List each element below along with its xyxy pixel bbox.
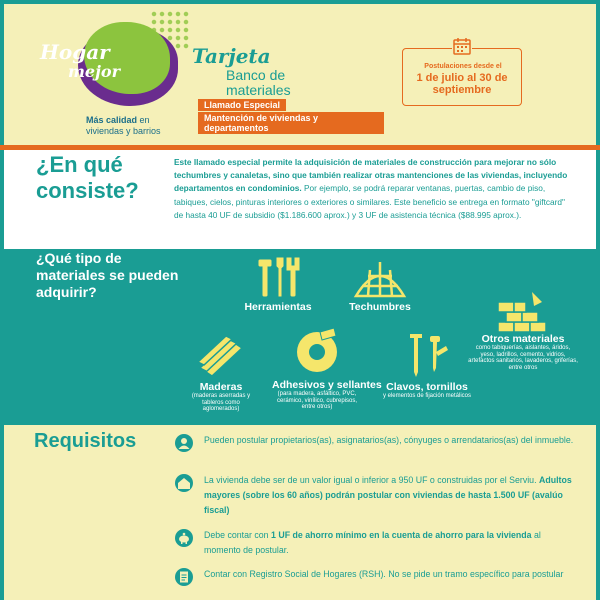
document-icon — [175, 568, 193, 586]
tools-icon — [253, 252, 303, 302]
brand-subtitle: Banco de materiales — [226, 67, 291, 98]
material-clavos — [382, 330, 472, 400]
material-label: Clavos, tornillos — [386, 381, 468, 393]
material-otros — [468, 288, 578, 371]
material-techumbres — [340, 252, 420, 313]
roof-icon — [352, 252, 408, 302]
material-label: Herramientas — [244, 301, 312, 313]
material-herramientas — [238, 252, 318, 313]
wood-icon — [196, 332, 246, 378]
requisitos-title: Requisitos — [34, 430, 137, 452]
divider — [0, 145, 600, 150]
calendar-icon — [452, 36, 472, 56]
person-icon — [175, 434, 193, 452]
material-label: Otros materiales — [481, 333, 565, 345]
house-icon — [175, 474, 193, 492]
materiales-title: ¿Qué tipo de materiales se pueden adquirir? — [36, 250, 179, 300]
material-label: Maderas — [199, 381, 243, 393]
piggy-bank-icon — [175, 529, 193, 547]
dates-value: 1 de julio al 30 de septiembre — [416, 72, 508, 96]
logo-subtitle: Más calidad en viviendas y barrios — [86, 115, 161, 136]
mantencion-badge: Mantención de viviendas y departamentos — [198, 112, 384, 134]
nails-icon — [402, 330, 452, 378]
material-label: Techumbres — [349, 301, 411, 313]
material-desc: (para madera, asfáltico, PVC, cerámico, vinílico, cubrepisos, entre otros) — [276, 391, 358, 410]
requisito-text: La vivienda debe ser de un valor igual o inferior a 950 UF o construidas por el Serviu. Adultos mayores (sobre los 60 años) podrán postular con viviendas de hasta 1.500 UF (avalúo fiscal) — [204, 475, 572, 515]
logo-line1: Hogar — [40, 40, 110, 64]
material-adhesivos — [272, 326, 382, 411]
material-desc: como tabiquerías, aislantes, áridos, yeso, ladrillos, cemento, vidrios, artefactos sanitarios, lavaderos, griferías, entre otros — [468, 345, 578, 371]
material-desc: y elementos de fijación metálicos — [382, 393, 472, 399]
tape-icon — [294, 326, 340, 376]
requisito-text: Contar con Registro Social de Hogares (RSH). No se pide un tramo específico para postular — [204, 569, 564, 579]
material-maderas — [186, 332, 256, 413]
consiste-text: Este llamado especial permite la adquisición de materiales de construcción para mejorar no sólo techumbres y canaletas, sino que también realizar otras mantenciones de las viviendas, incluyendo departamentos en condominios. Por ejemplo, se podrá reparar ventanas, puertas, cambio de piso, tabiques, cielos, pinturas interiores o exteriores o similares. Este beneficio se entrega en formato "giftcard" de hasta 40 UF de subsidio ($1.186.600 aprox.) y 3 UF de asistencia técnica ($88.995 aprox.). — [174, 157, 568, 220]
brand-title: Tarjeta — [192, 44, 271, 68]
material-label: Adhesivos y sellantes — [272, 379, 382, 391]
dates-label: Postulaciones desde el — [424, 63, 502, 70]
logo-line2: mejor — [68, 62, 120, 81]
consiste-title: ¿En qué consiste? — [36, 152, 139, 203]
material-desc: (maderas aserradas y tableros como aglomerados) — [191, 393, 251, 412]
requisito-text: Debe contar con 1 UF de ahorro mínimo en la cuenta de ahorro para la vivienda al momento de postular. — [204, 530, 541, 555]
bricks-icon — [496, 288, 550, 334]
requisito-text: Pueden postular propietarios(as), asignatarios(as), cónyuges o arrendatarios(as) del inmueble. — [204, 435, 574, 445]
llamado-badge: Llamado Especial — [198, 99, 286, 111]
